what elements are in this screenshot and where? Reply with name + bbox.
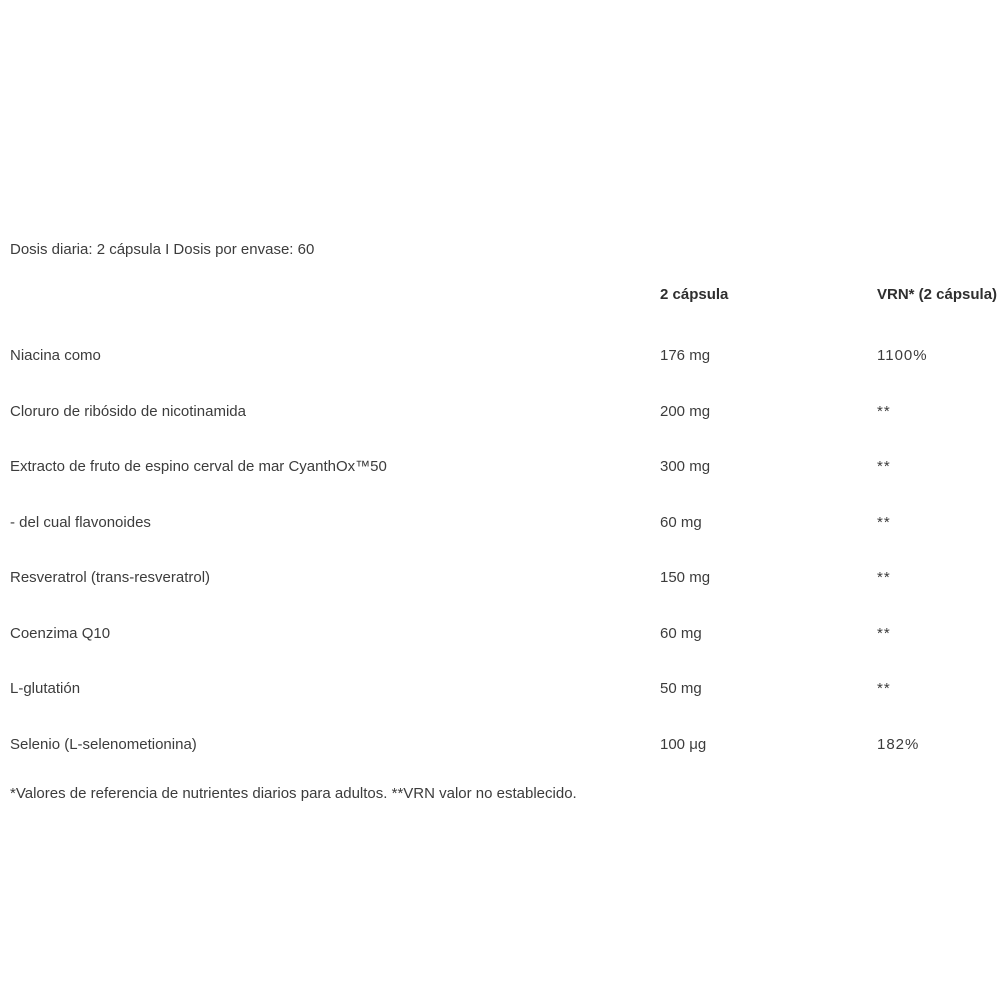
- header-vrn-column: VRN* (2 cápsula): [877, 286, 998, 303]
- table-row: [0, 736, 1000, 792]
- ingredient-label: Cloruro de ribósido de nicotinamida: [10, 402, 246, 420]
- table-header-row: [0, 286, 1000, 347]
- vrn-value: **: [877, 624, 891, 642]
- footnote: *Valores de referencia de nutrientes diarios para adultos. **VRN valor no establecido.: [10, 785, 577, 802]
- vrn-value: **: [877, 513, 891, 531]
- amount-value: 150 mg: [660, 569, 711, 586]
- amount-value: 200 mg: [660, 402, 711, 420]
- table-row: [0, 569, 1000, 625]
- amount-value: 60 mg: [660, 624, 702, 642]
- ingredient-label: Niacina como: [10, 347, 101, 364]
- nutrition-table: [0, 286, 1000, 791]
- header-amount-column: 2 cápsula: [660, 286, 729, 303]
- amount-value: 176 mg: [660, 347, 711, 364]
- vrn-value: **: [877, 458, 891, 475]
- ingredient-label: Selenio (L-selenometionina): [10, 735, 197, 753]
- amount-value: 60 mg: [660, 513, 702, 531]
- ingredient-label: Extracto de fruto de espino cerval de mar CyanthOx™50: [10, 458, 387, 475]
- dosage-line: Dosis diaria: 2 cápsula I Dosis por envase: 60: [10, 241, 315, 258]
- vrn-value: **: [877, 680, 891, 697]
- amount-value: 300 mg: [660, 458, 711, 475]
- vrn-value: 182%: [877, 735, 920, 753]
- vrn-value: 1100%: [877, 347, 928, 364]
- amount-value: 100 μg: [660, 735, 707, 753]
- table-row: [0, 625, 1000, 681]
- ingredient-label: L-glutatión: [10, 680, 81, 697]
- table-row: [0, 514, 1000, 570]
- table-row: [0, 347, 1000, 403]
- table-row: [0, 680, 1000, 736]
- vrn-value: **: [877, 569, 891, 586]
- table-row: [0, 403, 1000, 459]
- amount-value: 50 mg: [660, 680, 702, 697]
- ingredient-label: Coenzima Q10: [10, 624, 111, 642]
- table-row: [0, 458, 1000, 514]
- ingredient-label: - del cual flavonoides: [10, 513, 151, 531]
- vrn-value: **: [877, 402, 891, 420]
- ingredient-label: Resveratrol (trans-resveratrol): [10, 569, 211, 586]
